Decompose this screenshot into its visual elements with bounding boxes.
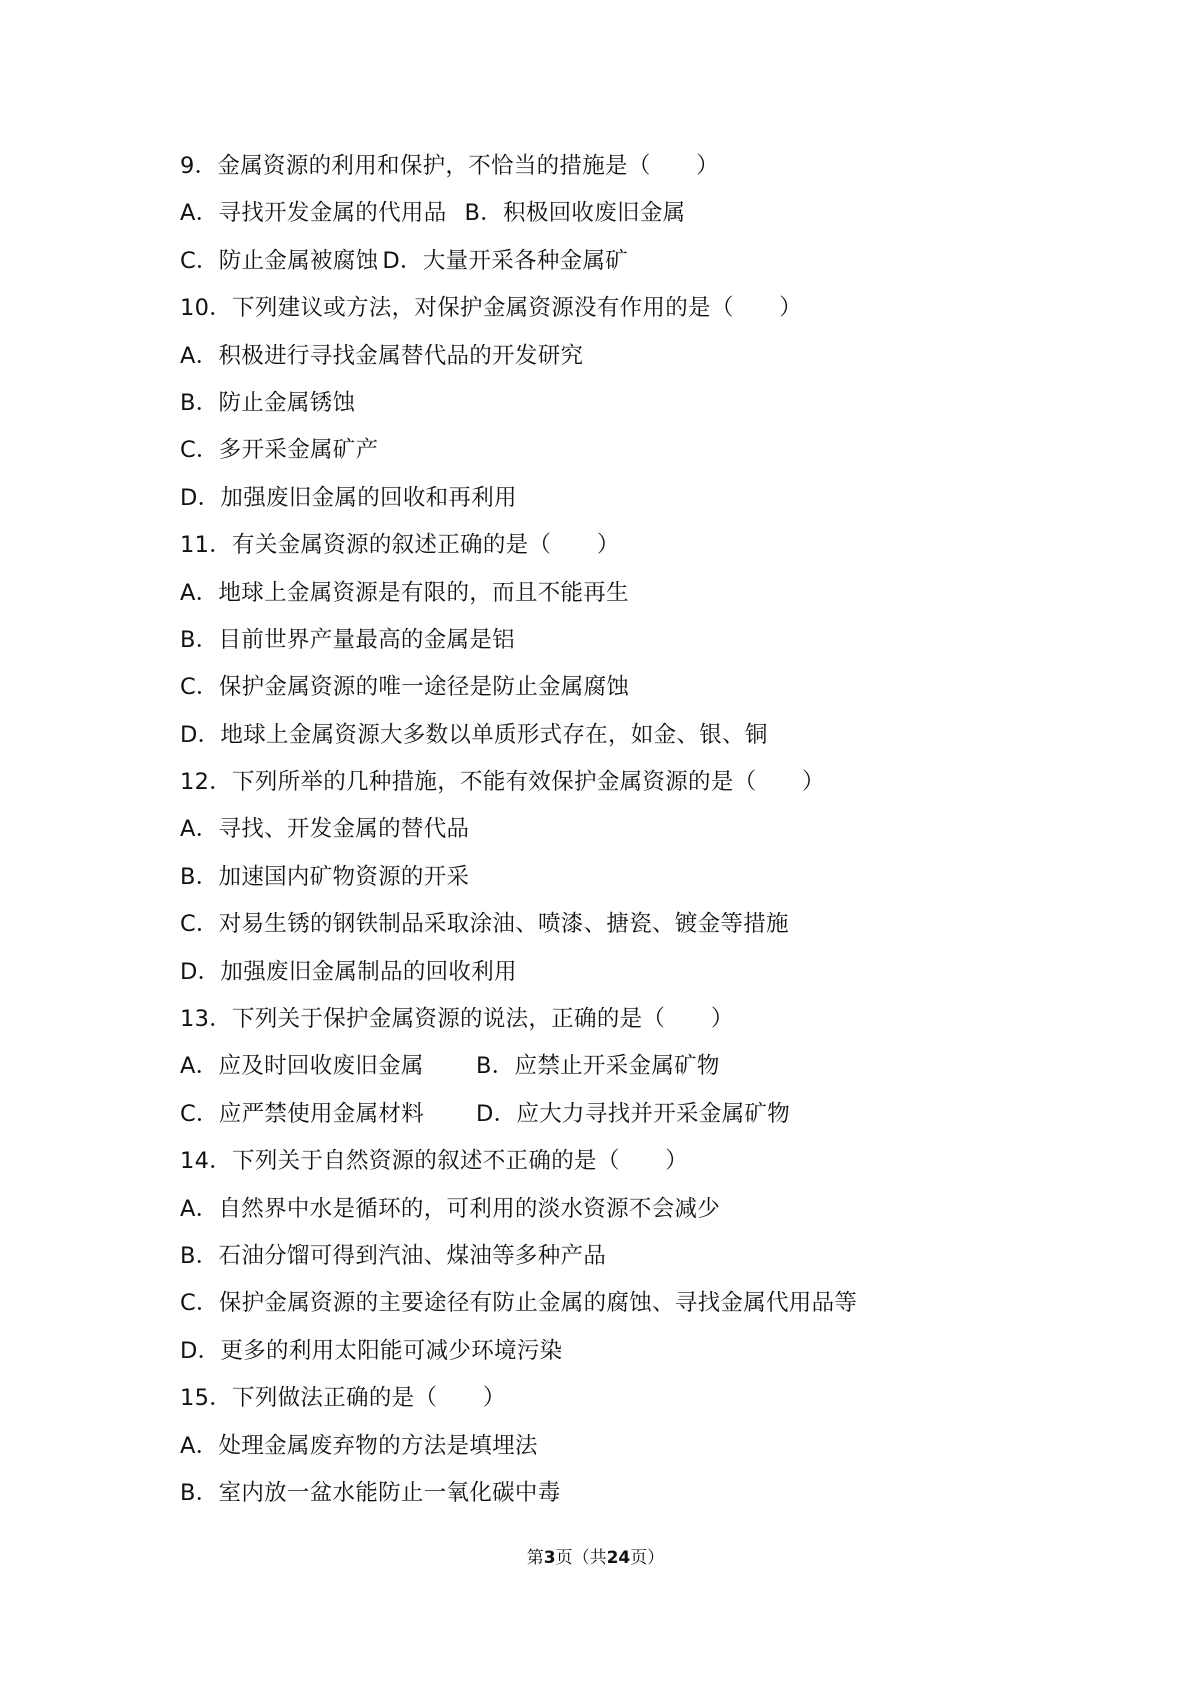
option: D．应大力寻找并开采金属矿物 bbox=[476, 1100, 791, 1127]
option: B．积极回收废旧金属 bbox=[464, 200, 686, 227]
question-stem: 9．金属资源的利用和保护，不恰当的措施是（ ） bbox=[180, 153, 720, 179]
option: C．保护金属资源的主要途径有防止金属的腐蚀、寻找金属代用品等 bbox=[180, 1290, 858, 1317]
footer-prefix: 第 bbox=[526, 1548, 544, 1568]
option: B．加速国内矿物资源的开采 bbox=[180, 863, 470, 890]
question-stem: 12．下列所举的几种措施，不能有效保护金属资源的是（ ） bbox=[180, 769, 825, 796]
option: B．石油分馏可得到汽油、煤油等多种产品 bbox=[180, 1242, 607, 1269]
option: B．应禁止开采金属矿物 bbox=[476, 1053, 720, 1080]
question-stem: 14．下列关于自然资源的叙述不正确的是（ ） bbox=[180, 1148, 689, 1175]
option-row bbox=[180, 238, 1060, 285]
option: B．室内放一盆水能防止一氧化碳中毒 bbox=[180, 1479, 561, 1506]
option: D．加强废旧金属的回收和再利用 bbox=[180, 484, 517, 511]
option: D．地球上金属资源大多数以单质形式存在，如金、银、铜 bbox=[180, 721, 768, 748]
question-stem: 13．下列关于保护金属资源的说法，正确的是（ ） bbox=[180, 1006, 734, 1033]
option: D．加强废旧金属制品的回收利用 bbox=[180, 958, 517, 985]
option: A．积极进行寻找金属替代品的开发研究 bbox=[180, 342, 584, 369]
option: B．目前世界产量最高的金属是铝 bbox=[180, 626, 515, 653]
option: D．大量开采各种金属矿 bbox=[382, 247, 629, 274]
option: C．保护金属资源的唯一途径是防止金属腐蚀 bbox=[180, 674, 630, 701]
option: A．处理金属废弃物的方法是填埋法 bbox=[180, 1432, 538, 1459]
option-row bbox=[180, 1043, 1060, 1090]
question-stem: 15．下列做法正确的是（ ） bbox=[180, 1385, 506, 1412]
option: B．防止金属锈蚀 bbox=[180, 389, 356, 416]
question-list bbox=[180, 143, 1060, 1517]
option: A．寻找开发金属的代用品 bbox=[180, 200, 447, 227]
option: D．更多的利用太阳能可减少环境污染 bbox=[180, 1337, 563, 1364]
page-number: 3 bbox=[543, 1548, 556, 1568]
option: C．应严禁使用金属材料 bbox=[180, 1100, 425, 1127]
option: A．寻找、开发金属的替代品 bbox=[180, 816, 470, 843]
option: A．地球上金属资源是有限的，而且不能再生 bbox=[180, 579, 629, 606]
total-pages: 24 bbox=[606, 1548, 631, 1568]
option: A．应及时回收废旧金属 bbox=[180, 1053, 424, 1080]
footer-middle: 页（共 bbox=[555, 1548, 607, 1568]
option-row bbox=[180, 190, 1060, 237]
option: C．对易生锈的钢铁制品采取涂油、喷漆、搪瓷、镀金等措施 bbox=[180, 911, 789, 938]
question-stem: 11．有关金属资源的叙述正确的是（ ） bbox=[180, 532, 620, 559]
option: C．防止金属被腐蚀 bbox=[180, 247, 379, 274]
option: C．多开采金属矿产 bbox=[180, 437, 379, 464]
option: A．自然界中水是循环的，可利用的淡水资源不会减少 bbox=[180, 1195, 721, 1222]
page-footer bbox=[0, 1546, 1191, 1570]
option-row bbox=[180, 1091, 1060, 1138]
question-stem: 10．下列建议或方法，对保护金属资源没有作用的是（ ） bbox=[180, 295, 803, 322]
footer-suffix: 页） bbox=[630, 1548, 665, 1568]
